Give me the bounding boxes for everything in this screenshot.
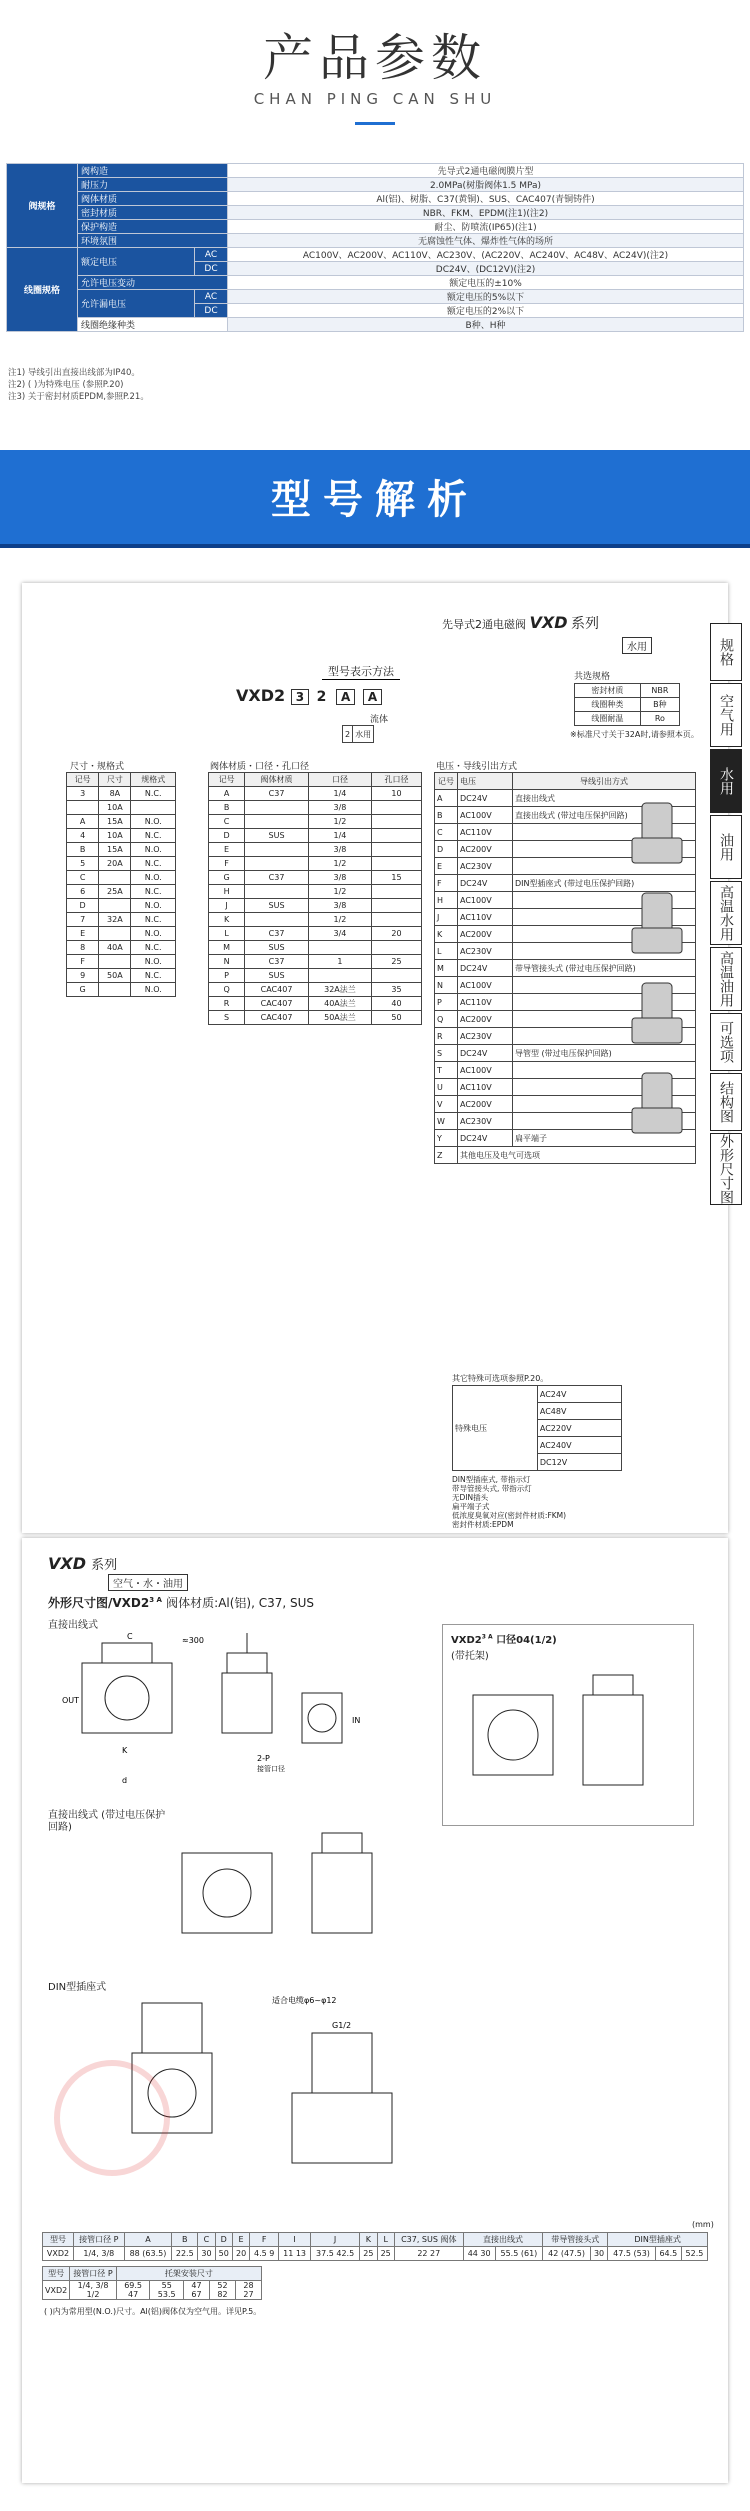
tab-water[interactable]: 水用 — [710, 749, 742, 813]
c-label: C — [127, 1633, 133, 1641]
voltage-table: 记号 电压 导线引出方式 A DC24V 直接出线式 B AC100V 直接出线式 (带过电压保护回路) C AC110V D AC200V E AC230V F DC24V DIN型插座式 (带过电压保护回路) H AC100V J AC110V K AC200V L AC230V M DC24V 带导管接头式 (带过电压保护回路) N AC100V P AC110V Q AC200V R AC230V S DC24V 导管型 (带过电压保护回路) T AC100V U AC110V V AC200V W AC230V Y DC24V 扁平端子 Z 其他电压及电气可选项 — [434, 772, 696, 1164]
dimension-table: 型号 接管口径 P A B C D E F I J K L C37, SUS 阀体 直接出线式 带导管接头式 DIN型插座式 VXD2 1/4, 3/8 88 (63.5) 22.5 30 50 20 4.5 9 11 13 37.5 42.5 25 25 22 27 44 30 55.5 (61) 42 (47.5) 30 47.5 (53) 64.5 52.5 — [42, 2232, 708, 2261]
drawing-view1 — [52, 1633, 432, 1803]
in-label: IN — [352, 1716, 361, 1725]
tab-oil[interactable]: 油用 — [710, 815, 742, 879]
g-thread-label: G1/2 — [332, 2021, 352, 2030]
dimension-panel — [22, 1538, 728, 2483]
model-code-panel — [22, 583, 734, 1533]
tab-structure[interactable]: 结构图 — [710, 1073, 742, 1131]
drawing-view2 — [162, 1823, 462, 1973]
seal-title: 共选规格 — [574, 672, 611, 682]
water-badge: 水用 — [622, 637, 652, 654]
tab-spec[interactable]: 规格 — [710, 623, 742, 681]
bracket-inset: $VXD2^{3 A}$ 口径04(1/2) (带托架) — [442, 1624, 694, 1826]
valve-images — [622, 793, 702, 1193]
drawing-header: VXD 系列 — [48, 1554, 118, 1573]
out-label: OUT — [62, 1696, 80, 1705]
voltage-title: 电压・导线引出方式 — [436, 762, 518, 772]
bracket-table: 型号 接管口径 P 托架安装尺寸 VXD2 1/4, 3/8 1/2 69.5 47 55 53.5 47 67 52 82 28 27 — [42, 2266, 262, 2300]
spec-group-coil: 线圈规格 — [7, 248, 78, 332]
body-table: 记号 阀体材质 口径 孔口径 A C37 1/4 10 B 3/8 C 1/2 D SUS 1/4 E 3/8 F 1/2 G C37 3/8 15 H 1/2 J SUS 3/8 K 1/2 L C37 3/4 20 M SUS N C37 1 25 P SUS Q CAC407 32A法兰 35 R CAC407 40A法兰 40 S CAC407 50A法兰 50 — [208, 772, 422, 1025]
spec-notes: 注1) 导线引出直接出线部为IP40。 注2) ( )为特殊电压 (参照P.20) 注3) 关于密封材质EPDM,参照P.21。 — [8, 368, 149, 402]
tab-hot-oil[interactable]: 高温油用 — [710, 947, 742, 1011]
size-title: 尺寸・规格式 — [70, 762, 125, 772]
page-subtitle: CHAN PING CAN SHU — [253, 90, 497, 108]
cable-label: ≈300 — [182, 1636, 204, 1645]
view2-title: 直接出线式 (带过电压保护回路) — [48, 1810, 166, 1833]
seal-table: 密封材质 NBR 线圈种类 B种 线圈耐温 Ro — [574, 683, 680, 726]
fluid-table: 2 水用 — [342, 725, 374, 743]
body-title: 阀体材质・口径・孔口径 — [210, 762, 310, 772]
spec-group-valve: 阀规格 — [7, 164, 78, 248]
method-title: 型号表示方法 — [322, 663, 400, 680]
dimension-footnote: ( )内为常用型(N.O.)尺寸。Al(铝)阀体仅为空气用。详见P.5。 — [44, 2307, 262, 2316]
size-table: 记号 尺寸 规格式 3 8A N.C. 10A A 15A N.O. 4 10A N.C. B 15A N.O. 5 20A N.C. C N.O. 6 25A N.C. D N.O. 7 32A N.C. E N.O. 8 40A N.C. F N.O. 9 50A N.C. G N.O. — [66, 772, 176, 997]
drawing-title: 外形尺寸图$/VXD2^{3 A}$ 阀体材质:Al(铝), C37, SUS — [48, 1596, 315, 1610]
port-sub-label: 接管口径 — [257, 1765, 285, 1773]
model-code: VXD2 3 2 A A — [236, 686, 384, 705]
title-underline — [355, 122, 395, 125]
options-list: DIN型插座式, 带指示灯 带导管接头式, 带指示灯 无DIN插头 扁平端子式 低浓度臭氧对应(密封件材质:FKM) 密封件材质:EPDM — [452, 1475, 567, 1529]
watermark-logo — [52, 2058, 172, 2178]
tab-air[interactable]: 空气用 — [710, 683, 742, 747]
other-options-title: 其它特殊可选项参照P.20。 — [452, 1374, 549, 1383]
d-label: d — [122, 1776, 128, 1785]
view3-title: DIN型插座式 — [48, 1982, 107, 1993]
media-badge: 空气・水・油用 — [108, 1574, 188, 1591]
tab-dimensions[interactable]: 外形尺寸图 — [710, 1133, 742, 1205]
fluid-label: 流体 — [370, 715, 389, 725]
page-title: 产品参数 — [263, 29, 487, 87]
seal-note: ※标准尺寸关于32A时,请参照本页。 — [570, 730, 699, 739]
code-box-size: 3 — [291, 689, 309, 705]
view1-title: 直接出线式 — [48, 1620, 98, 1631]
code-box-body: A — [336, 689, 355, 705]
model-header: 先导式2通电磁阀 VXD 系列 — [442, 613, 599, 632]
special-voltage-table: 特殊电压 AC24V AC48V AC220V AC240V DC12V — [452, 1385, 622, 1471]
din-cable-label: 适合电缆φ6~φ12 — [272, 1996, 337, 2005]
spec-table: 阀规格 阀构造 先导式2通电磁阀膜片型 耐压力 2.0MPa(树脂阀体1.5 MPa) 阀体材质 Al(铝)、树脂、C37(黄铜)、SUS、CAC407(青铜铸件) 密封材质 NBR、FKM、EPDM(注1)(注2) 保护构造 耐尘、防喷流(IP65)(注1) 环境氛围 无腐蚀性气体、爆炸性气体的场所 线圈规格 额定电压 AC AC100V、AC200V、AC110V、AC230V、(AC220V、AC240V、AC48V、AC24V)(注2) DC DC24V、(DC12V)(注2) 允许电压变动 额定电压的±10% 允许漏电压 AC 额定电压的5%以下 DC 额定电压的2%以下 线圈绝缘种类 B种、H种 — [6, 163, 744, 332]
section-band-title: 型号解析 — [271, 477, 479, 523]
tab-options[interactable]: 可选项 — [710, 1013, 742, 1071]
unit-label: (mm) — [692, 2220, 714, 2229]
k-label: K — [122, 1746, 128, 1755]
tab-hot-water[interactable]: 高温水用 — [710, 881, 742, 945]
section-band-stripe — [0, 544, 750, 548]
port-label: 2-P — [257, 1754, 270, 1763]
code-box-voltage: A — [363, 689, 382, 705]
